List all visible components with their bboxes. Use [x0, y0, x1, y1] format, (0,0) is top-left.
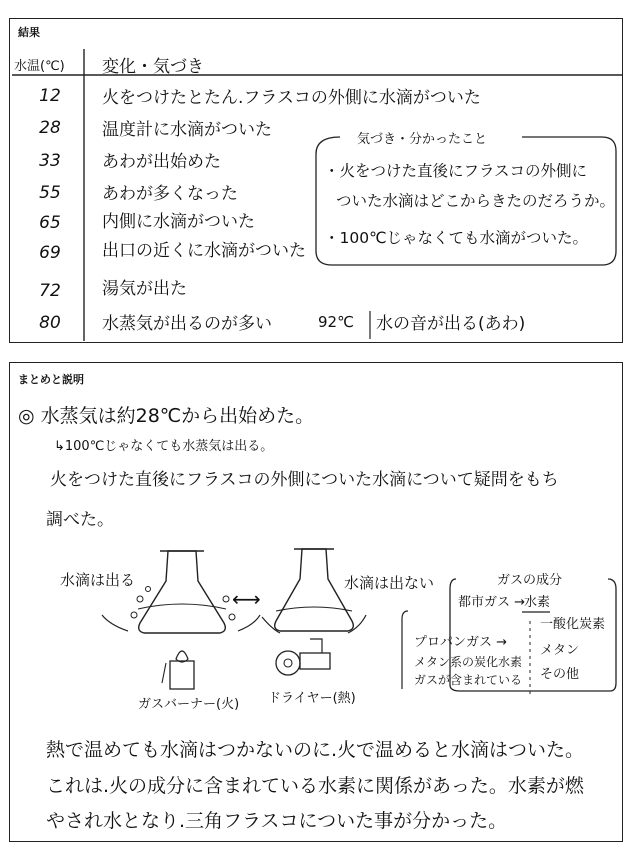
temp-value: 55 [39, 183, 61, 203]
observation-text: あわが多くなった [102, 184, 238, 204]
summary-heading: まとめと説明 [18, 373, 84, 386]
callout-line: ・100℃じゃなくても水滴がついた。 [324, 229, 588, 247]
results-heading: 結果 [18, 26, 40, 39]
observation-text: 出口の近くに水滴がついた [102, 241, 306, 261]
flask-left-icon [102, 551, 260, 689]
other-label: その他 [540, 667, 580, 682]
conclusion-line: 熱で温めても水滴はつかないのに.火で温めると水滴はついた。 [46, 739, 585, 761]
observation-text: 湯気が出た [102, 279, 187, 299]
temp-value: 72 [39, 281, 61, 301]
observation-text: 水蒸気が出るのが多い [102, 314, 272, 334]
hydrogen-label: 水素 [524, 595, 551, 610]
dryer-label: ドライヤー(熱) [268, 691, 356, 706]
results-panel [9, 18, 623, 343]
summary-line: ◎ 水蒸気は約28℃から出始めた。 [18, 405, 315, 427]
conclusion-line: これは.火の成分に含まれている水素に関係があった。水素が燃 [46, 775, 584, 797]
co-label: 一酸化炭素 [540, 617, 606, 632]
propane-label: プロパンガス → [414, 635, 508, 650]
callout-title: 気づき・分かったこと [354, 128, 490, 147]
summary-line: 火をつけた直後にフラスコの外側についた水滴について疑問をもち [50, 470, 559, 490]
observation-text: 火をつけたとたん.フラスコの外側に水滴がついた [102, 88, 481, 108]
compare-arrow-icon: ⟷ [232, 587, 261, 611]
extra-temp-value: 92℃ [318, 313, 354, 331]
extra-observation-text: 水の音が出る(あわ) [376, 314, 526, 334]
summary-note: ↳100℃じゃなくても水蒸気は出る。 [54, 439, 274, 454]
callout-border [10, 19, 624, 344]
callout-line: ・火をつけた直後にフラスコの外側に [324, 162, 588, 180]
temp-value: 80 [39, 313, 61, 333]
burner-label: ガスバーナー(火) [138, 697, 240, 712]
temp-value: 28 [39, 118, 61, 138]
temp-value: 65 [39, 213, 61, 233]
observation-text: 内側に水滴がついた [102, 212, 255, 232]
column-header-temperature: 水温(℃) [14, 59, 65, 74]
summary-line: 調べた。 [46, 510, 114, 530]
conclusion-line: やされ水となり.三角フラスコについた事が分かった。 [46, 810, 508, 832]
temp-value: 69 [39, 243, 61, 263]
temp-value: 12 [39, 86, 61, 106]
observation-text: あわが出始めた [102, 152, 221, 172]
observation-text: 温度計に水滴がついた [102, 120, 272, 140]
flask-right-icon [262, 549, 366, 675]
column-header-change: 変化・気づき [102, 57, 204, 77]
summary-panel [9, 362, 623, 842]
gas-box-title: ガスの成分 [494, 569, 565, 588]
city-gas-label: 都市ガス → [458, 595, 526, 610]
methane-label: メタン [540, 643, 580, 658]
propane-detail: メタン系の炭化水素 [414, 655, 523, 669]
right-diagram-label: 水滴は出ない [344, 574, 435, 592]
temp-value: 33 [39, 151, 61, 171]
left-diagram-label: 水滴は出る [60, 571, 136, 589]
propane-detail: ガスが含まれている [414, 673, 523, 687]
callout-line: ついた水滴はどこからきたのだろうか。 [336, 192, 616, 210]
